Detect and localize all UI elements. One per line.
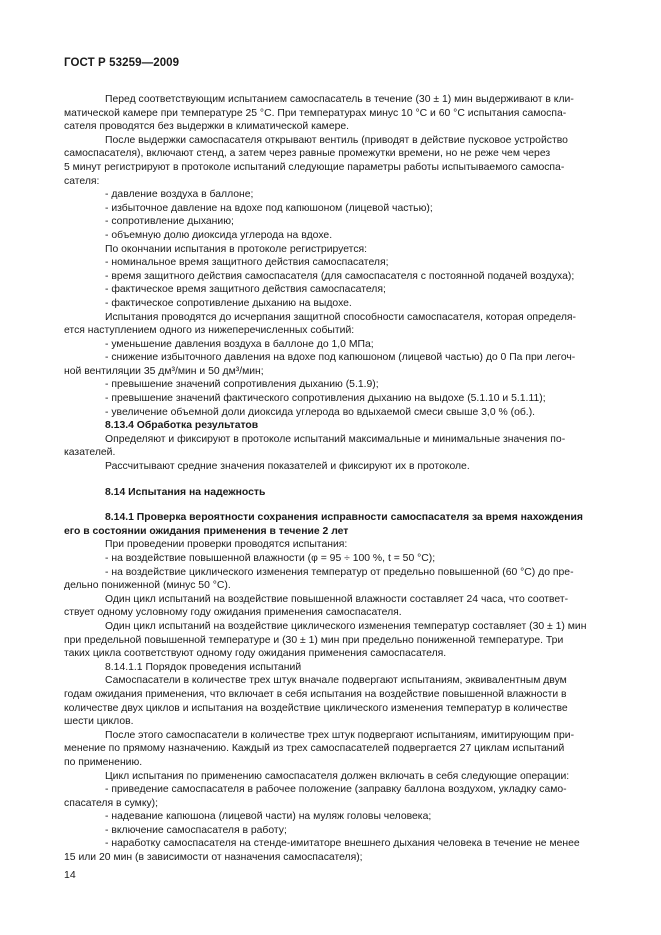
text-line: ствует одному условному году ожидания применения самоспасателя. [64, 607, 402, 619]
text-line: матической камере при температуре 25 °С. При температурах минус 10 °С и 60 °С испытания самоспа- [64, 107, 567, 119]
text-line: Цикл испытания по применению самоспасателя должен включать в себя следующие операции: [105, 770, 570, 782]
text-line: - на воздействие циклического изменения температур от предельно повышенной (60 °С) до пре- [105, 566, 574, 578]
text-line: При проведении проверки проводятся испытания: [105, 539, 348, 551]
text-line: сателя проводятся без выдержки в климатической камере. [64, 121, 350, 133]
text-line: казателей. [64, 447, 116, 459]
text-line: по применению. [64, 756, 143, 768]
text-line: дельно пониженной (минус 50 °С). [64, 580, 231, 592]
text-line: менение по прямому назначению. Каждый из трех самоспасателей подвергается 27 циклам испытаний [64, 743, 565, 755]
text-line: годам ожидания применения, что включает в себя испытания на воздействие повышенной влажности в [64, 688, 567, 700]
section-heading-line: его в состоянии ожидания применения в течение 2 лет [64, 525, 349, 537]
section-heading-line: 8.14.1 Проверка вероятности сохранения исправности самоспасателя за время нахождения [105, 512, 583, 524]
section-heading-line: 8.13.4 Обработка результатов [105, 420, 259, 432]
section-heading-line: 8.14 Испытания на надежность [105, 486, 266, 498]
text-line: После этого самоспасатели в количестве трех штук подвергают испытаниям, имитирующим при- [105, 729, 575, 741]
text-line: По окончании испытания в протоколе регистрируется: [105, 243, 368, 255]
text-line: - приведение самоспасателя в рабочее положение (заправку баллона воздухом, укладку само- [105, 784, 567, 796]
text-line: - уменьшение давления воздуха в баллоне до 1,0 МПа; [105, 338, 374, 350]
text-line: сателя: [64, 175, 100, 187]
text-line: шести циклов. [64, 716, 134, 728]
text-line: Испытания проводятся до исчерпания защитной способности самоспасателя, которая определя- [105, 311, 576, 323]
text-line: 8.14.1.1 Порядок проведения испытаний [105, 661, 302, 673]
text-line: - надевание капюшона (лицевой части) на муляж головы человека; [105, 811, 432, 823]
text-line: - давление воздуха в баллоне; [105, 189, 254, 201]
text-line: самоспасателя), включают стенд, а затем через равные промежутки времени, но не реже чем через [64, 148, 551, 160]
text-line: - номинальное время защитного действия самоспасателя; [105, 257, 389, 269]
text-line: - включение самоспасателя в работу; [105, 824, 287, 836]
text-line: Самоспасатели в количестве трех штук вначале подвергают испытаниям, эквивалентным двум [105, 675, 567, 687]
text-line: таких цикла соответствуют одному году ожидания применения самоспасателя. [64, 648, 447, 660]
text-line: - фактическое сопротивление дыханию на выдохе. [105, 297, 352, 309]
document-header: ГОСТ Р 53259—2009 [64, 57, 180, 69]
text-line: Определяют и фиксируют в протоколе испытаний максимальные и минимальные значения по- [105, 433, 566, 445]
text-line: - увеличение объемной доли диоксида углерода во вдыхаемой смеси свыше 3,0 % (об.). [105, 406, 536, 418]
text-line: ной вентиляции 35 дм³/мин и 50 дм³/мин; [64, 365, 264, 377]
text-line: - фактическое время защитного действия самоспасателя; [105, 284, 386, 296]
text-line: - на воздействие повышенной влажности (φ = 95 ÷ 100 %, t = 50 °С); [105, 553, 436, 564]
page-number: 14 [64, 869, 76, 881]
text-line: После выдержки самоспасателя открывают вентиль (приводят в действие пусковое устройство [105, 134, 568, 146]
text-line: количестве двух циклов и испытания на воздействие циклического изменения температур в количестве [64, 702, 568, 714]
text-line: - объемную долю диоксида углерода на вдохе. [105, 229, 333, 241]
text-line: - наработку самоспасателя на стенде-имитаторе внешнего дыхания человека в течение не менее [105, 838, 580, 850]
text-line: - снижение избыточного давления на вдохе под капюшоном (лицевой частью) до 0 Па при легоч- [105, 352, 576, 364]
text-line: Перед соответствующим испытанием самоспасатель в течение (30 ± 1) мин выдерживают в кли- [105, 94, 574, 105]
text-line: ется наступлением одного из нижеперечисленных событий: [64, 325, 355, 337]
spacer [64, 499, 610, 511]
text-line: Один цикл испытаний на воздействие повышенной влажности составляет 24 часа, что соответ- [105, 593, 569, 605]
text-line: спасателя в сумку); [64, 797, 159, 809]
text-line: Один цикл испытаний на воздействие циклического изменения температур составляет (30 ± 1) мин [105, 620, 587, 632]
text-line: - время защитного действия самоспасателя (для самоспасателя с постоянной подачей воздуха); [105, 270, 575, 282]
text-line: - сопротивление дыханию; [105, 216, 234, 228]
text-line: при предельной повышенной температуре и (30 ± 1) мин при предельно пониженной температуре. Три [64, 634, 564, 646]
text-line: - избыточное давление на вдохе под капюшоном (лицевой частью); [105, 202, 433, 214]
spacer [64, 474, 610, 486]
text-line: 15 или 20 мин (в зависимости от назначения самоспасателя); [64, 852, 363, 864]
text-line: 5 минут регистрируют в протоколе испытаний следующие параметры работы испытываемого самоспа- [64, 161, 565, 173]
text-line: Рассчитывают средние значения показателей и фиксируют их в протоколе. [105, 461, 470, 473]
text-line: - превышение значений фактического сопротивления дыханию на выдохе (5.1.10 и 5.1.11); [105, 393, 546, 405]
document-body [64, 93, 610, 865]
text-line: - превышение значений сопротивления дыханию (5.1.9); [105, 379, 379, 391]
